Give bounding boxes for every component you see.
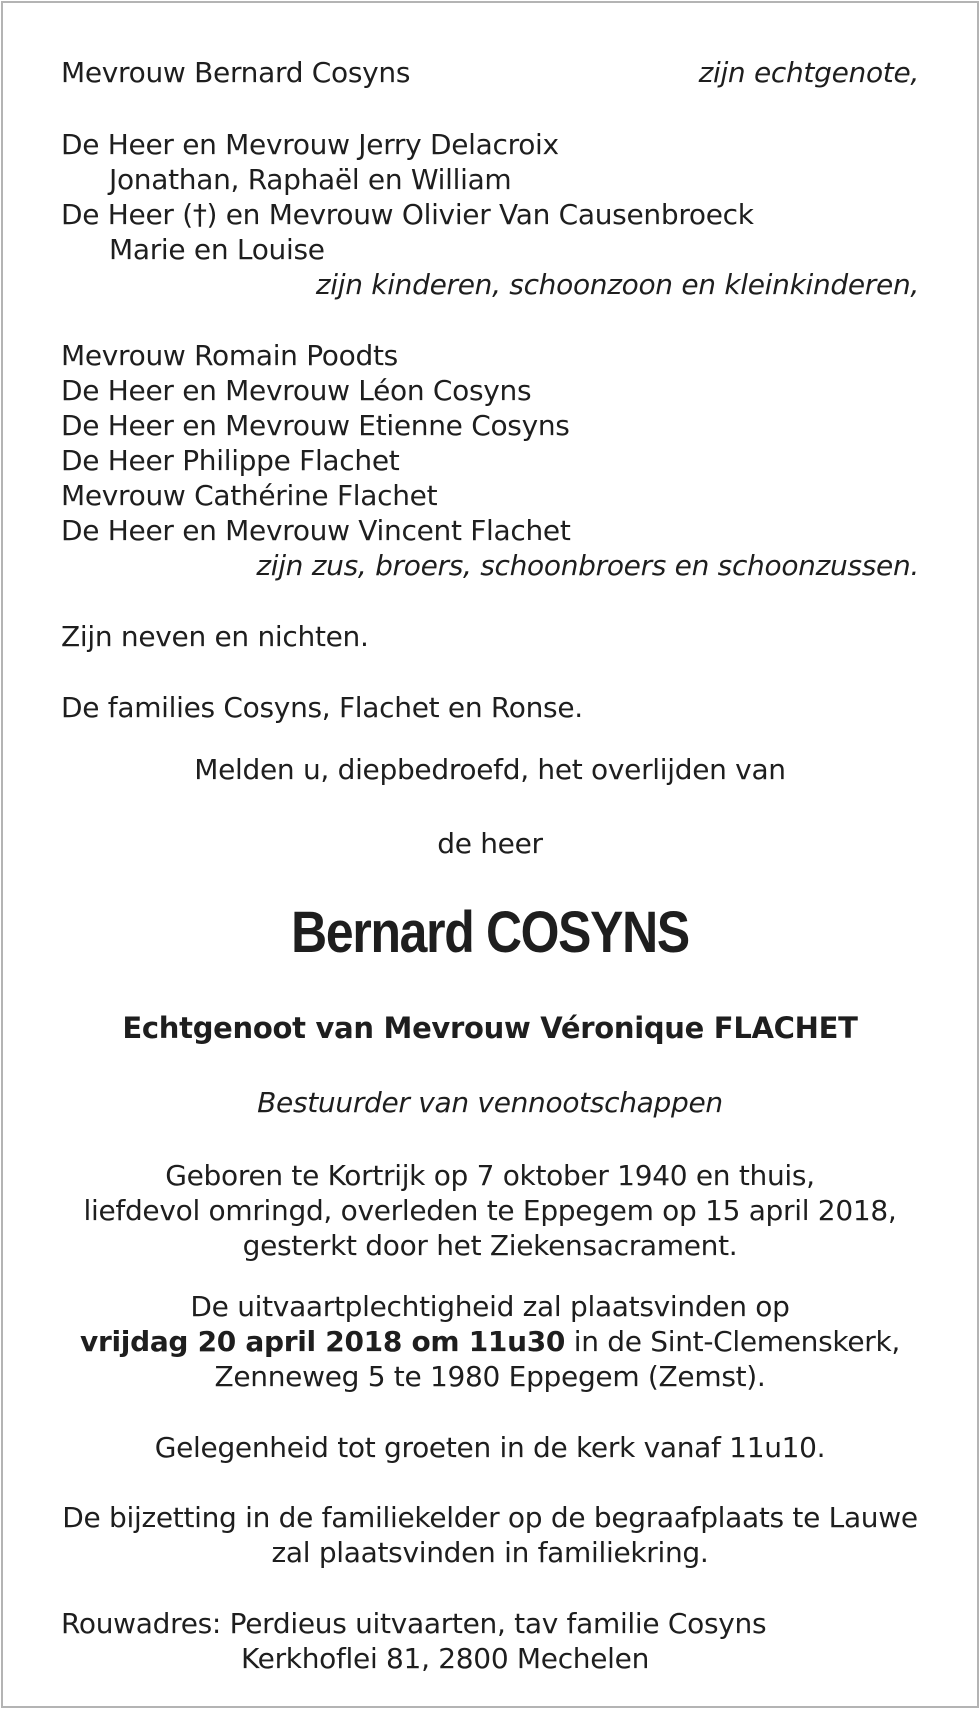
sibling-line: De Heer en Mevrouw Vincent Flachet [61, 514, 571, 547]
title-prefix: de heer [437, 827, 543, 860]
birth-death-line: Geboren te Kortrijk op 7 oktober 1940 en thuis, [165, 1159, 815, 1192]
grandchildren-line: Marie en Louise [109, 233, 325, 266]
funeral-date: vrijdag 20 april 2018 om 11u30 [80, 1325, 566, 1358]
obituary-card [1, 1, 979, 1708]
sibling-line: De Heer Philippe Flachet [61, 444, 400, 477]
siblings-role: zijn zus, broers, schoonbroers en schoonzussen. [256, 549, 919, 582]
families-line: De families Cosyns, Flachet en Ronse. [61, 691, 583, 724]
child-line: De Heer en Mevrouw Jerry Delacroix [61, 128, 559, 161]
spouse-name: Mevrouw Bernard Cosyns [61, 56, 411, 89]
greeting-line: Gelegenheid tot groeten in de kerk vanaf 11u10. [154, 1431, 826, 1464]
child-line: De Heer (†) en Mevrouw Olivier Van Causenbroeck [61, 198, 754, 231]
birth-death-line: liefdevol omringd, overleden te Eppegem op 15 april 2018, [83, 1194, 897, 1227]
sibling-line: Mevrouw Romain Poodts [61, 339, 398, 372]
cousins-line: Zijn neven en nichten. [61, 620, 369, 653]
funeral-date-line [61, 1324, 919, 1360]
spouse-of: Echtgenoot van Mevrouw Véronique FLACHET [122, 1011, 858, 1045]
burial-line: zal plaatsvinden in familiekring. [271, 1536, 709, 1569]
mourning-address-street: Kerkhoflei 81, 2800 Mechelen [241, 1642, 650, 1675]
deceased-name: Bernard COSYNS [291, 900, 689, 965]
grandchildren-line: Jonathan, Raphaël en William [109, 163, 512, 196]
spouse-role: zijn echtgenote, [698, 56, 919, 89]
birth-death-line: gesterkt door het Ziekensacrament. [242, 1229, 738, 1262]
funeral-line: De uitvaartplechtigheid zal plaatsvinden op [190, 1290, 790, 1323]
profession: Bestuurder van vennootschappen [257, 1086, 723, 1119]
children-role: zijn kinderen, schoonzoon en kleinkinderen, [315, 268, 919, 301]
mourning-address: Rouwadres: Perdieus uitvaarten, tav familie Cosyns [61, 1607, 767, 1640]
sibling-line: Mevrouw Cathérine Flachet [61, 479, 438, 512]
funeral-address: Zenneweg 5 te 1980 Eppegem (Zemst). [214, 1360, 766, 1393]
sibling-line: De Heer en Mevrouw Etienne Cosyns [61, 409, 570, 442]
announcement: Melden u, diepbedroefd, het overlijden van [194, 753, 786, 786]
funeral-church: in de Sint-Clemenskerk, [565, 1325, 900, 1358]
sibling-line: De Heer en Mevrouw Léon Cosyns [61, 374, 532, 407]
burial-line: De bijzetting in de familiekelder op de begraafplaats te Lauwe [62, 1501, 918, 1534]
